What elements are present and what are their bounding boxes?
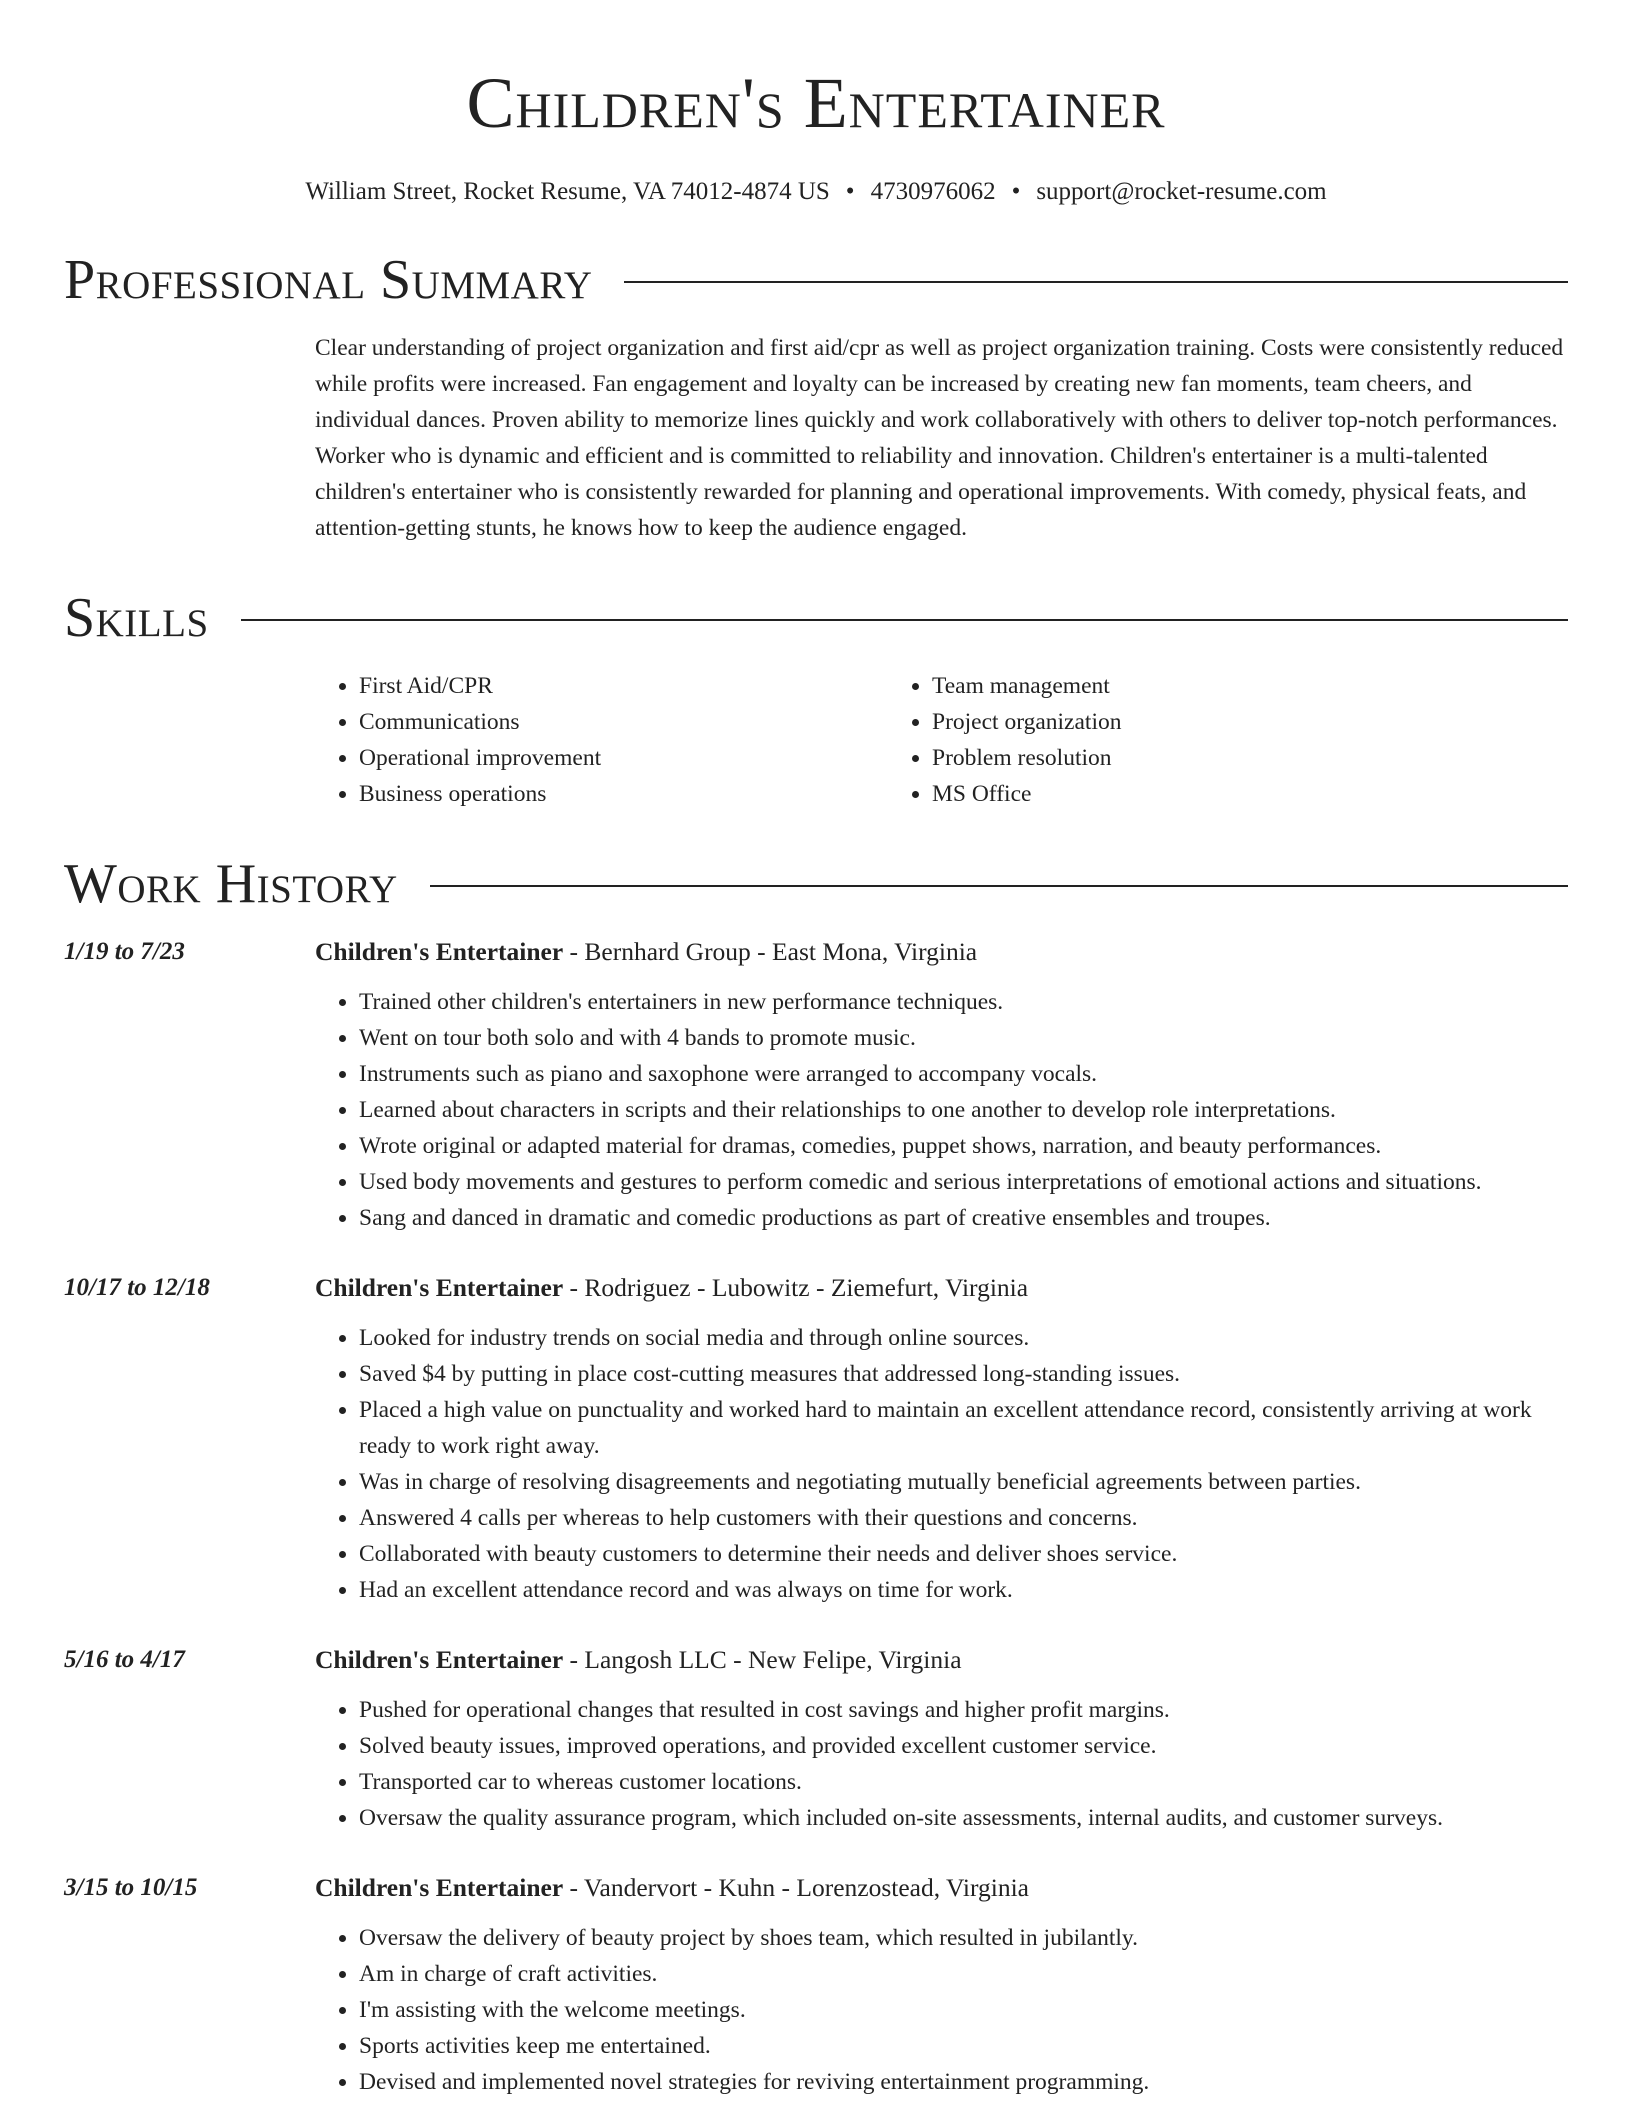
skill-item: • Problem resolution	[932, 740, 1461, 776]
job-entry	[64, 1642, 1568, 1836]
section-divider	[430, 885, 1568, 887]
job-bullets	[315, 1320, 1568, 1608]
job-bullet: • Solved beauty issues, improved operations, and provided excellent customer service.	[359, 1728, 1568, 1764]
job-bullet: • Placed a high value on punctuality and worked hard to maintain an excellent attendance record, consistently arriving at work ready to work right away.	[359, 1392, 1568, 1464]
job-title: Children's Entertainer	[315, 937, 564, 966]
job-bullets	[315, 1692, 1568, 1836]
contact-phone: 4730976062	[870, 178, 996, 205]
job-bullet: • Was in charge of resolving disagreements and negotiating mutually beneficial agreements between parties.	[359, 1464, 1568, 1500]
skill-item: • First Aid/CPR	[359, 668, 888, 704]
job-dates: 10/17 to 12/18	[64, 1274, 210, 1301]
job-bullet: • Saved $4 by putting in place cost-cutting measures that addressed long-standing issues.	[359, 1356, 1568, 1392]
job-dates: 3/15 to 10/15	[64, 1874, 198, 1901]
summary-text: Clear understanding of project organization and first aid/cpr as well as project organization training. Costs were consistently reduced while profits were increased. Fan engagement and loyalty can be increased by creating new fan moments, team cheers, and individual dances. Proven ability to memorize lines quickly and work collaboratively with others to deliver top-notch performances. Worker who is dynamic and efficient and is committed to reliability and innovation. Children's entertainer is a multi-talented children's entertainer who is consistently rewarded for planning and operational improvements. With comedy, physical feats, and attention-getting stunts, he knows how to keep the audience engaged.	[315, 335, 1564, 541]
job-bullet: • Used body movements and gestures to perform comedic and serious interpretations of emotional actions and situations.	[359, 1164, 1568, 1200]
job-bullet: • Trained other children's entertainers in new performance techniques.	[359, 984, 1568, 1020]
job-body	[315, 1270, 1568, 1608]
skill-item: • Operational improvement	[359, 740, 888, 776]
section-divider	[624, 281, 1568, 283]
contact-separator: •	[1011, 178, 1021, 205]
job-entry	[64, 1270, 1568, 1608]
summary-section-header	[64, 248, 1568, 312]
job-body	[315, 1870, 1568, 2100]
job-dates: 1/19 to 7/23	[64, 938, 185, 965]
job-bullet: • Pushed for operational changes that resulted in cost savings and higher profit margins.	[359, 1692, 1568, 1728]
skill-item: • MS Office	[932, 776, 1461, 812]
job-bullet: • Devised and implemented novel strategies for reviving entertainment programming.	[359, 2064, 1568, 2100]
job-bullet: • Looked for industry trends on social media and through online sources.	[359, 1320, 1568, 1356]
job-bullet: • Went on tour both solo and with 4 bands to promote music.	[359, 1020, 1568, 1056]
job-bullet: • Collaborated with beauty customers to determine their needs and deliver shoes service.	[359, 1536, 1568, 1572]
job-bullet: • I'm assisting with the welcome meetings.	[359, 1992, 1568, 2028]
job-body	[315, 934, 1568, 1236]
contact-email: support@rocket-resume.com	[1036, 178, 1327, 205]
job-entry	[64, 1870, 1568, 2100]
contact-line	[64, 176, 1568, 208]
section-divider	[241, 619, 1568, 621]
job-bullet: • Am in charge of craft activities.	[359, 1956, 1568, 1992]
job-bullet: • Wrote original or adapted material for dramas, comedies, puppet shows, narration, and beauty performances.	[359, 1128, 1568, 1164]
job-title-line	[315, 934, 1568, 970]
job-bullet: • Oversaw the quality assurance program, which included on-site assessments, internal audits, and customer surveys.	[359, 1800, 1568, 1836]
skill-item: • Team management	[932, 668, 1461, 704]
work-section-header	[64, 852, 1568, 916]
job-bullet: • Sang and danced in dramatic and comedic productions as part of creative ensembles and troupes.	[359, 1200, 1568, 1236]
job-details: - Rodriguez - Lubowitz - Ziemefurt, Virginia	[563, 1273, 1029, 1302]
job-title: Children's Entertainer	[315, 1645, 564, 1674]
job-title: Children's Entertainer	[315, 1873, 564, 1902]
skills-section-header	[64, 586, 1568, 650]
job-body	[315, 1642, 1568, 1836]
job-bullet: • Sports activities keep me entertained.	[359, 2028, 1568, 2064]
skills-heading: Skills	[64, 587, 209, 649]
skill-item: • Communications	[359, 704, 888, 740]
job-details: - Bernhard Group - East Mona, Virginia	[563, 937, 978, 966]
job-bullet: • Transported car to whereas customer locations.	[359, 1764, 1568, 1800]
skills-column-right	[888, 668, 1461, 812]
skills-list	[315, 668, 1568, 812]
job-bullet: • Had an excellent attendance record and was always on time for work.	[359, 1572, 1568, 1608]
skill-item: • Business operations	[359, 776, 888, 812]
job-details: - Vandervort - Kuhn - Lorenzostead, Virginia	[563, 1873, 1030, 1902]
job-dates: 5/16 to 4/17	[64, 1646, 185, 1673]
job-title: Children's Entertainer	[315, 1273, 564, 1302]
job-title-line	[315, 1270, 1568, 1306]
contact-address: William Street, Rocket Resume, VA 74012-4874 US	[305, 178, 830, 205]
contact-separator: •	[845, 178, 855, 205]
job-entry	[64, 934, 1568, 1236]
job-bullets	[315, 1920, 1568, 2100]
resume-title: Children's Entertainer	[466, 63, 1166, 143]
job-bullets	[315, 984, 1568, 1236]
job-title-line	[315, 1870, 1568, 1906]
work-heading: Work History	[64, 853, 398, 915]
job-bullet: • Answered 4 calls per whereas to help customers with their questions and concerns.	[359, 1500, 1568, 1536]
job-details: - Langosh LLC - New Felipe, Virginia	[563, 1645, 962, 1674]
job-bullet: • Learned about characters in scripts and their relationships to one another to develop role interpretations.	[359, 1092, 1568, 1128]
job-bullet: • Oversaw the delivery of beauty project by shoes team, which resulted in jubilantly.	[359, 1920, 1568, 1956]
skills-column-left	[315, 668, 888, 812]
skill-item: • Project organization	[932, 704, 1461, 740]
job-bullet: • Instruments such as piano and saxophone were arranged to accompany vocals.	[359, 1056, 1568, 1092]
summary-heading: Professional Summary	[64, 249, 593, 311]
job-title-line	[315, 1642, 1568, 1678]
